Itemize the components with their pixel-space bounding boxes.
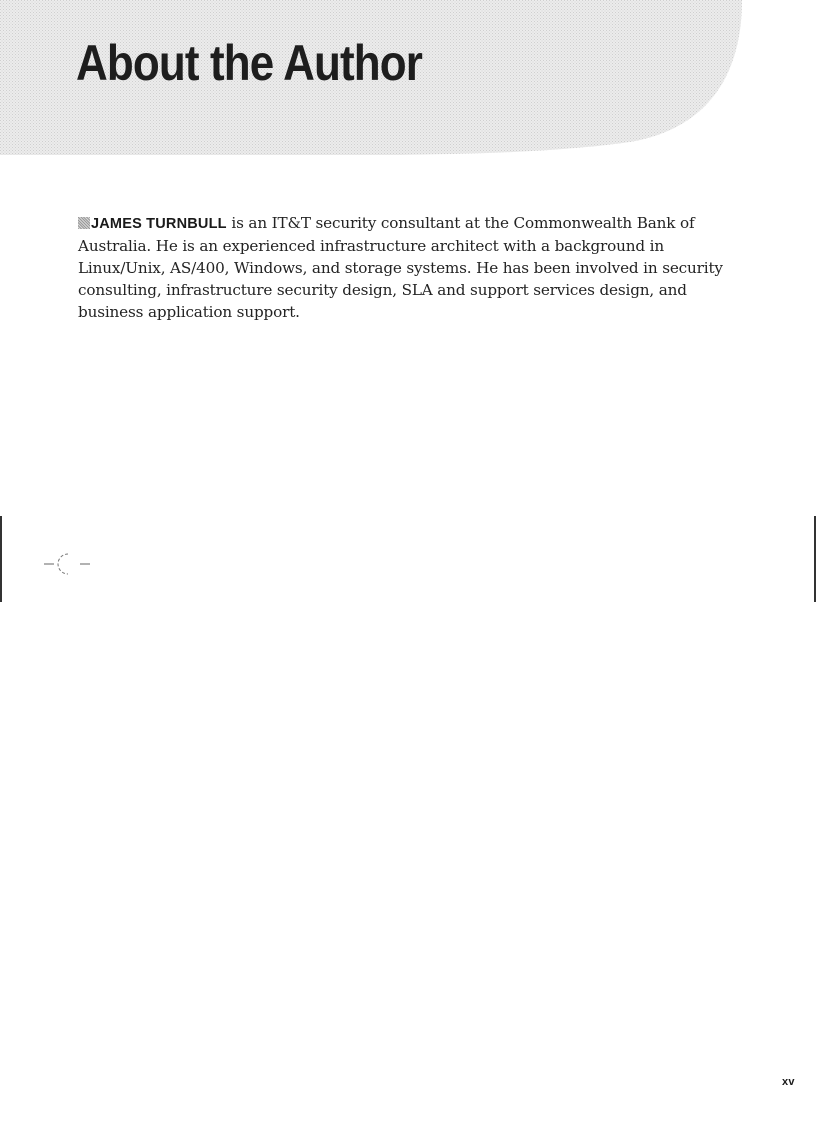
page-number: xv (782, 1076, 795, 1088)
page-title: About the Author (76, 35, 422, 91)
author-bio (78, 212, 738, 323)
author-name: JAMES TURNBULL (91, 216, 227, 232)
crop-mark-left (0, 516, 2, 602)
bullet-square-icon (78, 217, 90, 229)
bio-text: is an IT&T security consultant at the Commonwealth Bank of Australia. He is an experienced infrastructure architect with a background in Linux/Unix, AS/400, Windows, and storage systems. He has been involved in security consulting, infrastructure security design, SLA and support services design, and business application support. (78, 214, 723, 321)
registration-mark-icon (42, 548, 94, 578)
